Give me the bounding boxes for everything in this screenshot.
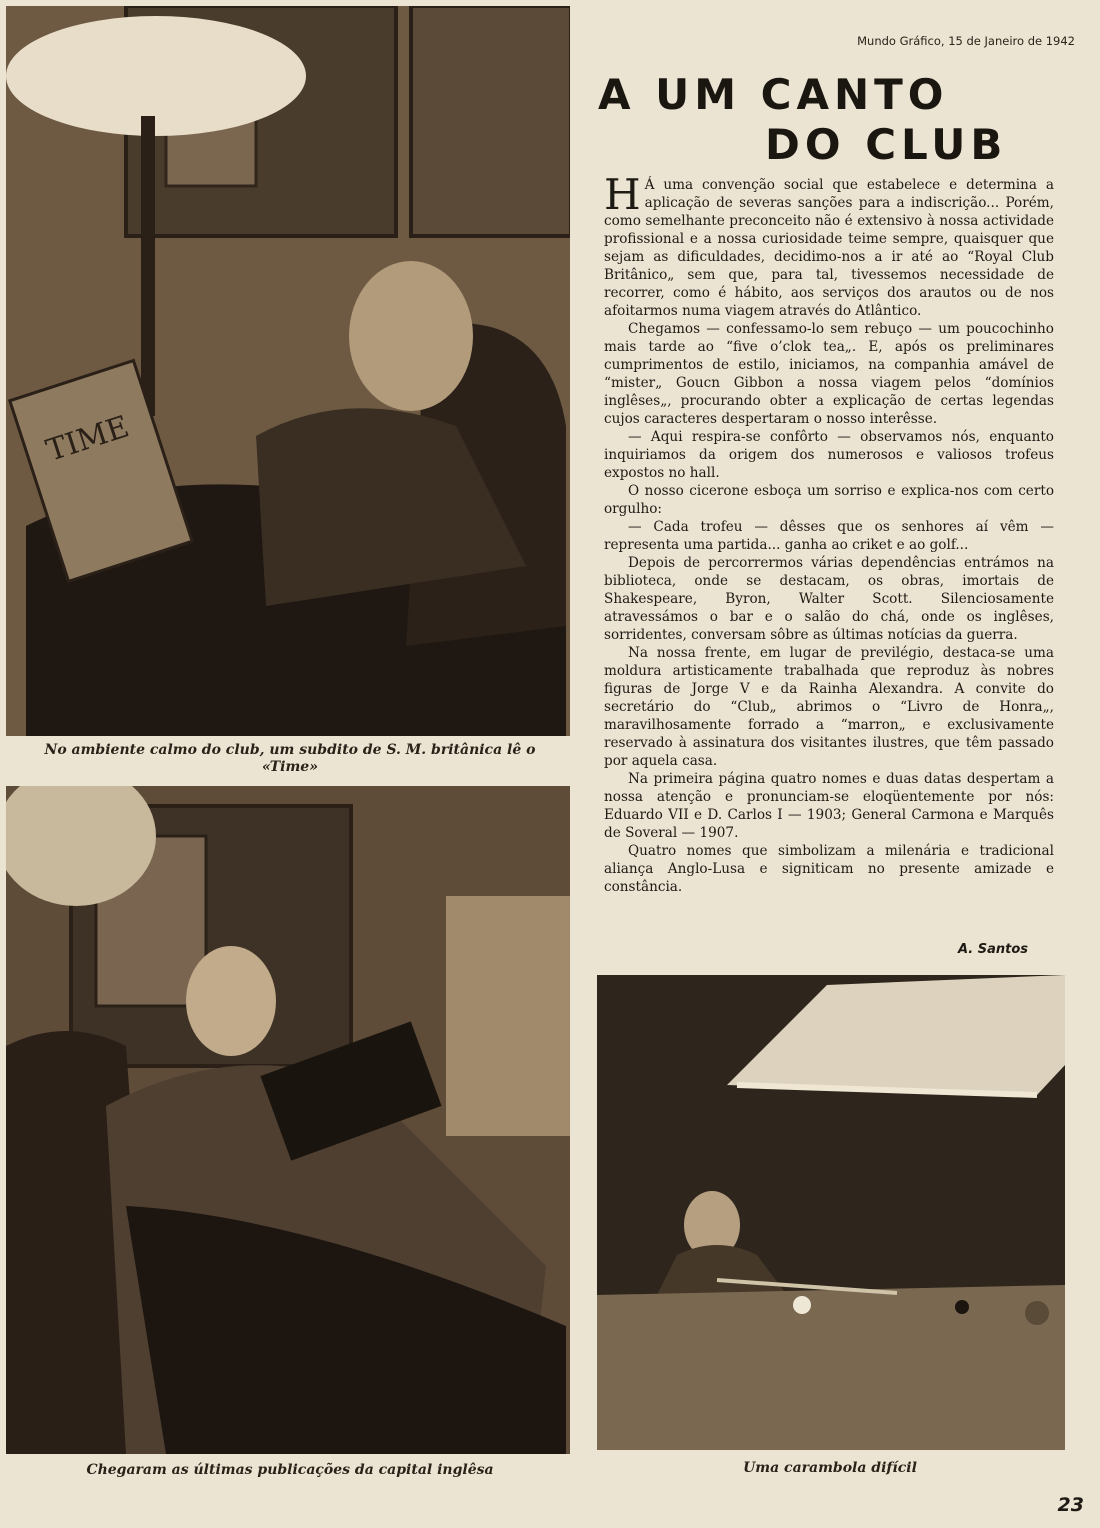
magazine-title-text: TIME xyxy=(42,409,134,469)
photo-writer-illustration xyxy=(6,786,570,1454)
article-author: A. Santos xyxy=(957,942,1028,957)
caption-writer: Chegaram as últimas publicações da capital inglêsa xyxy=(86,1462,494,1478)
article-body xyxy=(604,170,1054,896)
article-paragraph: — Cada trofeu — dêsses que os senhores aí vêm — representa uma partida... ganha ao criket e ao golf... xyxy=(604,519,1054,553)
photo-billiards-illustration xyxy=(597,975,1065,1450)
photo-man-writing xyxy=(6,786,570,1454)
dropcap-letter: H xyxy=(604,170,641,219)
caption-reader: No ambiente calmo do club, um subdito de S. M. britânica lê o «Time» xyxy=(44,742,536,775)
article-paragraph: — Aqui respira-se confôrto — observamos nós, enquanto inquiriamos da origem dos numerosos e valiosos trofeus expostos no hall. xyxy=(604,429,1054,481)
article-paragraph: Na nossa frente, em lugar de previlégio, destaca-se uma moldura artisticamente trabalhada que reproduz às nobres figuras de Jorge V e da Rainha Alexandra. A convite do secretário do “Club„ abrimos o “Livro de Honra„, maravilhosamente forrado a “marron„ e exclusivamente reservado à assinatura dos visitantes ilustres, que têm passado por aquela casa. xyxy=(604,645,1054,769)
photo-man-reading xyxy=(6,6,570,736)
article-paragraph: Quatro nomes que simbolizam a milenária e tradicional aliança Anglo-Lusa e signiticam no presente amizade e constância. xyxy=(604,843,1054,895)
article-paragraph: Depois de percorrermos várias dependências entrámos na biblioteca, onde se destacam, os obras, imortais de Shakespeare, Byron, Walter Scott. Silenciosamente atravessámos o bar e o salão do chá, onde os inglêses, sorridentes, conversam sôbre as últimas notícias da guerra. xyxy=(604,555,1054,643)
photo-billiards-player xyxy=(597,975,1065,1450)
headline-line-1: A UM CANTO xyxy=(598,70,949,119)
headline-line-2: DO CLUB xyxy=(765,120,1008,169)
page-number: 23 xyxy=(1057,1494,1084,1516)
photo-reader-illustration xyxy=(6,6,570,736)
article-paragraph: O nosso cicerone esboça um sorriso e explica-nos com certo orgulho: xyxy=(604,483,1054,517)
article-paragraph: Chegamos — confessamo-lo sem rebuço — um poucochinho mais tarde ao “five o’clok tea„. E, após os preliminares cumprimentos de estilo, iniciamos, na companhia amável de “mister„ Goucn Gibbon a nossa viagem pelos “domínios inglêses„, procurando obter a explicação de certas legendas cujos caracteres despertaram o nosso interêsse. xyxy=(604,321,1054,427)
publication-date-line: Mundo Gráfico, 15 de Janeiro de 1942 xyxy=(857,34,1075,48)
article-paragraph: H Á uma convenção social que estabelece e determina a aplicação de severas sanções para a indiscrição... Porém, como semelhante preconceito não é extensivo à nossa actividade profissional e a nossa curiosidade teime sempre, quaisquer que sejam as dificuldades, decidimo-nos a ir até ao “Royal Club Britânico„ sem que, para tal, tivessemos necessidade de recorrer, como é hábito, aos serviços dos arautos ou de nos afoitarmos numa viagem através do Atlântico. xyxy=(604,170,1054,319)
caption-billiards: Uma carambola difícil xyxy=(743,1460,917,1476)
article-paragraph: Na primeira página quatro nomes e duas datas despertam a nossa atenção e pronunciam-se eloqüentemente por nós: Eduardo VII e D. Carlos I — 1903; General Carmona e Marquês de Soveral — 1907. xyxy=(604,771,1054,841)
